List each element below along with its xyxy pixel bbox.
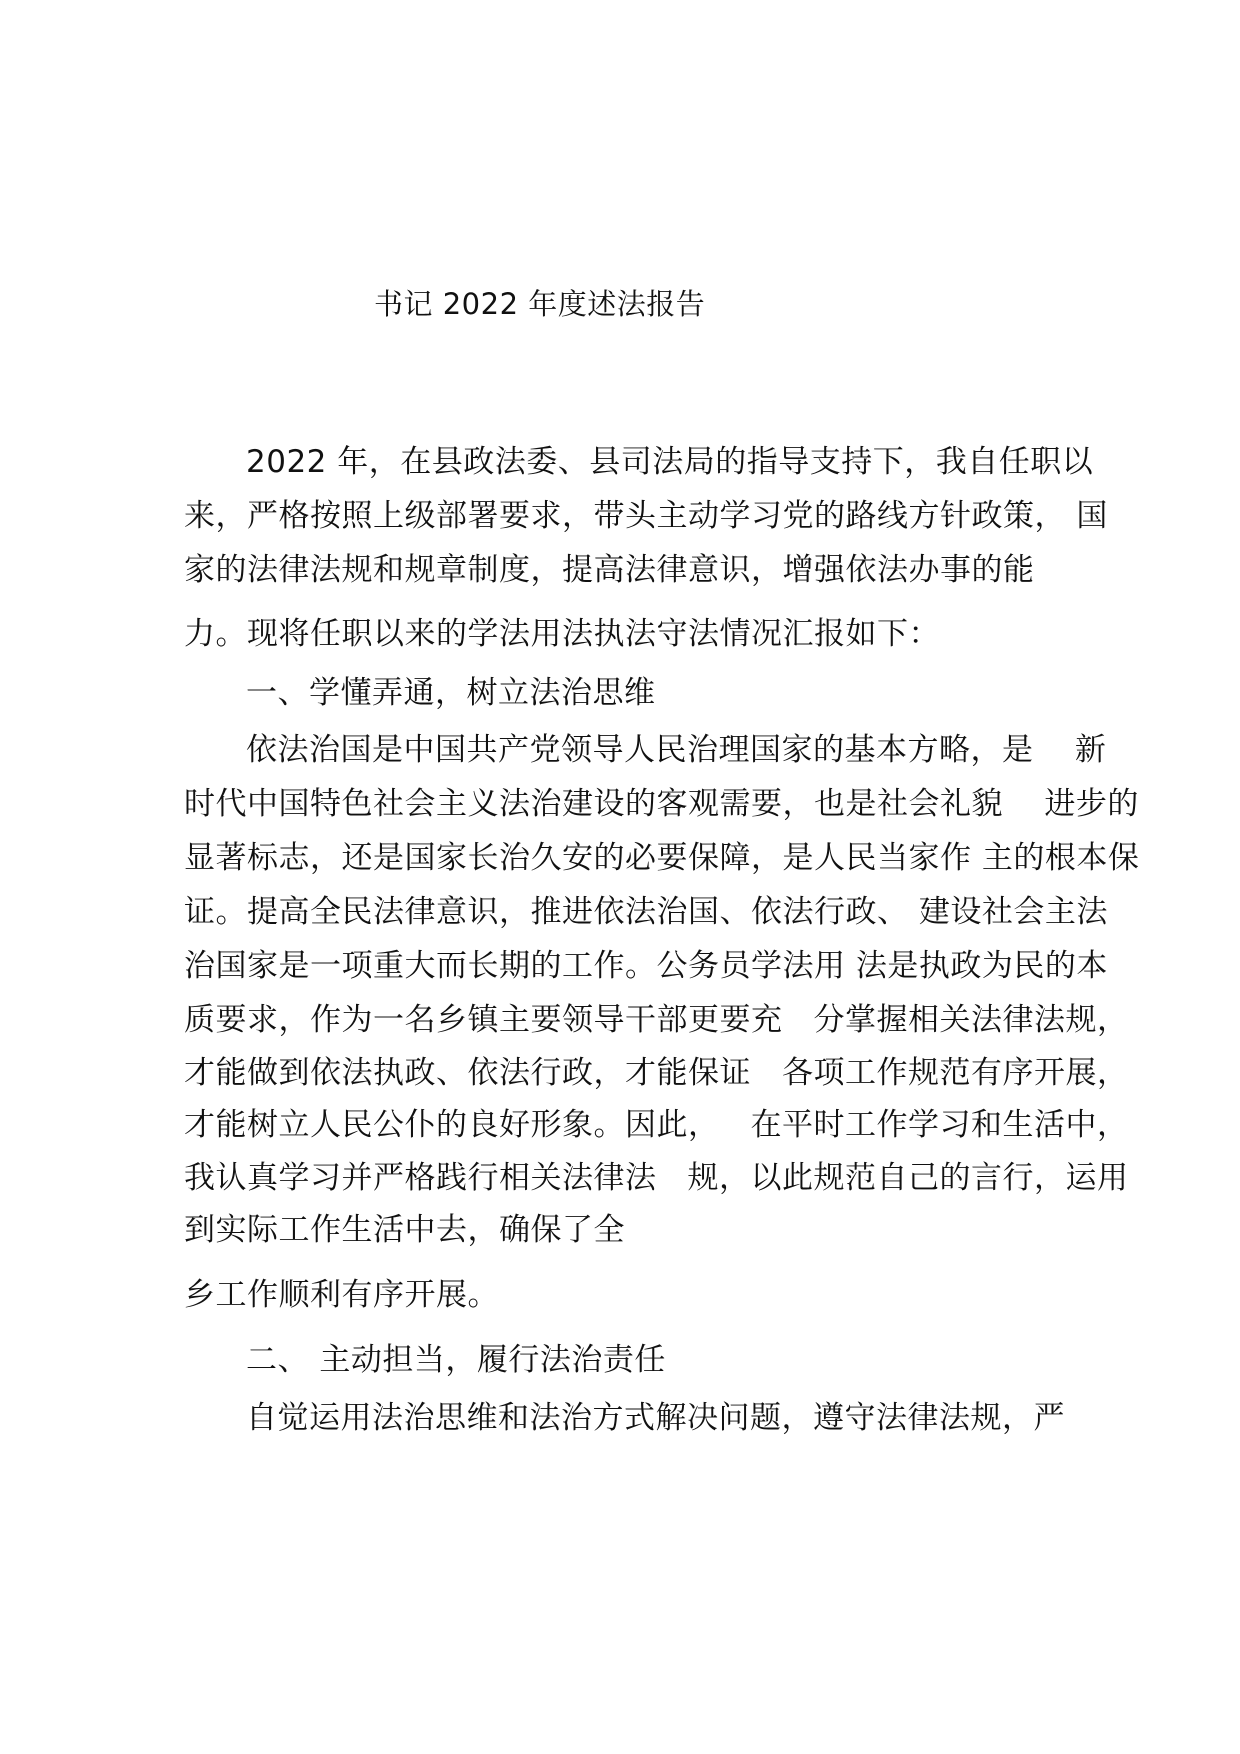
body-line: 显著标志，还是国家长治久安的必要保障，是人民当家作 主的根本保 <box>184 840 1140 876</box>
body-line: 乡工作顺利有序开展。 <box>184 1277 499 1313</box>
body-line: 治国家是一项重大而长期的工作。公务员学法用 法是执政为民的本 <box>184 948 1108 984</box>
document-title: 书记 2022 年度述法报告 <box>374 287 706 321</box>
section-heading: 二、 主动担当，履行法治责任 <box>246 1342 666 1378</box>
body-line: 家的法律法规和规章制度，提高法律意识，增强依法办事的能 <box>184 552 1035 588</box>
body-line: 自觉运用法治思维和法治方式解决问题，遵守法律法规，严 <box>246 1400 1065 1436</box>
body-line: 我认真学习并严格践行相关法律法 规，以此规范自己的言行，运用 <box>184 1160 1129 1196</box>
body-line: 证。提高全民法律意识，推进依法治国、依法行政、 建设社会主法 <box>184 894 1108 930</box>
body-line: 2022 年，在县政法委、县司法局的指导支持下，我自任职以 <box>246 444 1094 480</box>
body-line: 依法治国是中国共产党领导人民治理国家的基本方略，是 新 <box>246 732 1107 768</box>
body-line: 时代中国特色社会主义法治建设的客观需要，也是社会礼貌 进步的 <box>184 786 1139 822</box>
section-heading: 一、学懂弄通，树立法治思维 <box>246 675 656 711</box>
body-line: 才能做到依法执政、依法行政，才能保证 各项工作规范有序开展， <box>184 1055 1129 1091</box>
body-line: 质要求，作为一名乡镇主要领导干部更要充 分掌握相关法律法规， <box>184 1002 1129 1038</box>
body-line: 到实际工作生活中去，确保了全 <box>184 1212 625 1248</box>
body-line: 力。现将任职以来的学法用法执法守法情况汇报如下： <box>184 616 940 652</box>
body-line: 来，严格按照上级部署要求，带头主动学习党的路线方针政策， 国 <box>184 498 1108 534</box>
body-line: 才能树立人民公仆的良好形象。因此， 在平时工作学习和生活中， <box>184 1107 1129 1143</box>
